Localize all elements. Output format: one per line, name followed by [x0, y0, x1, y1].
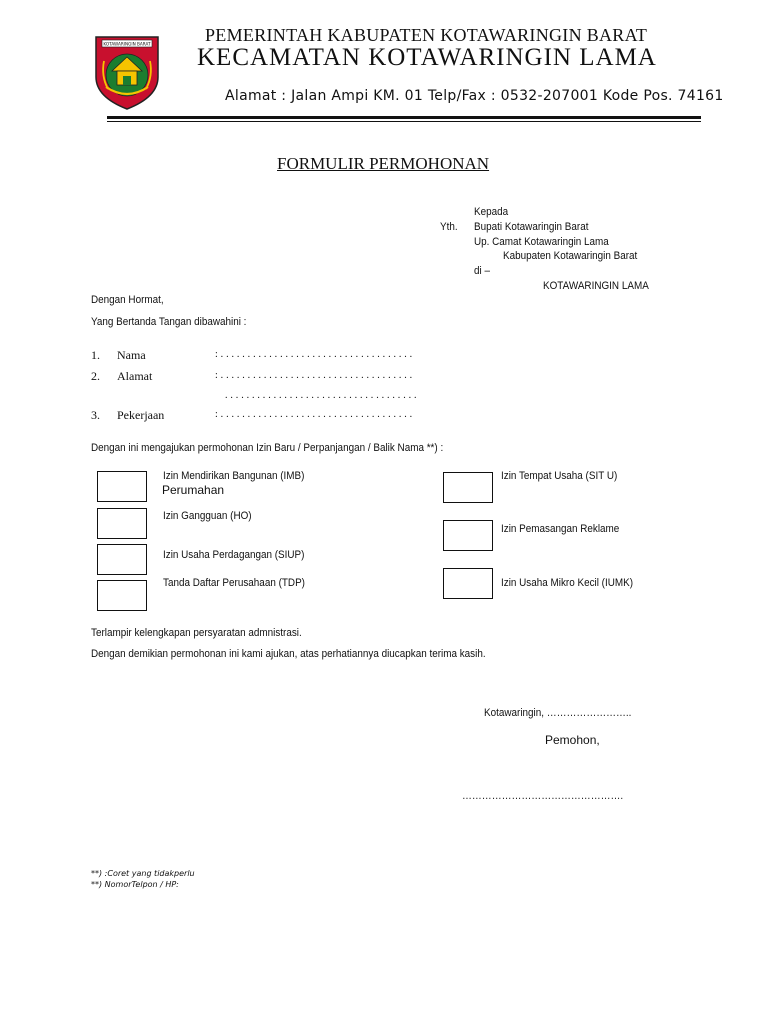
checkbox-iumk[interactable] [443, 568, 493, 599]
regency-emblem-logo [92, 31, 162, 111]
letterhead-divider-thick [107, 116, 701, 119]
permit-siup-label: Izin Usaha Perdagangan (SIUP) [163, 549, 305, 561]
letterhead-divider-thin [107, 121, 701, 122]
footnote-phone: **) NomorTelpon / HP: [91, 880, 179, 889]
district-name: KECAMATAN KOTAWARINGIN LAMA [197, 44, 657, 71]
office-address: Alamat : Jalan Ampi KM. 01 Telp/Fax : 0532-207001 Kode Pos. 74161 [225, 88, 724, 104]
checkbox-ho[interactable] [97, 508, 147, 539]
field-nama-blank[interactable]: : . . . . . . . . . . . . . . . . . . . . . . . . . . . . . . . . . . . . [215, 349, 413, 360]
recipient-line-5: KOTAWARINGIN LAMA [543, 280, 649, 292]
permit-ho-label: Izin Gangguan (HO) [163, 510, 252, 522]
permit-imb-sub: Perumahan [162, 483, 225, 497]
attachment-note: Terlampir kelengkapan persyaratan admnistrasi. [91, 627, 302, 639]
permit-situ-label: Izin Tempat Usaha (SIT U) [501, 470, 618, 482]
government-name: PEMERINTAH KABUPATEN KOTAWARINGIN BARAT [205, 25, 648, 45]
form-title: FORMULIR PERMOHONAN [277, 154, 490, 173]
recipient-line-3: Kabupaten Kotawaringin Barat [503, 250, 638, 262]
field-pekerjaan-number: 3. [91, 408, 100, 422]
signature-place-date[interactable]: Kotawaringin, …………………….. [484, 707, 632, 719]
recipient-line-1: Bupati Kotawaringin Barat [474, 221, 589, 233]
recipient-line-2: Up. Camat Kotawaringin Lama [474, 236, 609, 248]
recipient-kepada: Kepada [474, 206, 509, 218]
field-alamat-label: Alamat [117, 369, 153, 383]
logo-text: KOTAWARINGIN BARAT [103, 41, 151, 47]
field-alamat-blank-2[interactable]: . . . . . . . . . . . . . . . . . . . . . . . . . . . . . . . . . . . . [225, 390, 417, 401]
field-nama-label: Nama [117, 348, 146, 362]
signature-applicant-label: Pemohon, [545, 733, 600, 747]
recipient-line-4: di – [474, 265, 490, 277]
checkbox-tdp[interactable] [97, 580, 147, 611]
permit-tdp-label: Tanda Daftar Perusahaan (TDP) [163, 577, 305, 589]
request-line: Dengan ini mengajukan permohonan Izin Baru / Perpanjangan / Balik Nama **) : [91, 442, 444, 454]
field-nama-number: 1. [91, 348, 100, 362]
field-alamat-blank[interactable]: : . . . . . . . . . . . . . . . . . . . . . . . . . . . . . . . . . . . . [215, 370, 413, 381]
field-alamat-number: 2. [91, 369, 100, 383]
checkbox-imb[interactable] [97, 471, 147, 502]
recipient-yth: Yth. [440, 221, 458, 233]
intro-line: Yang Bertanda Tangan dibawahini : [91, 316, 247, 328]
closing-statement: Dengan demikian permohonan ini kami ajukan, atas perhatiannya diucapkan terima kasih. [91, 648, 486, 660]
permit-iumk-label: Izin Usaha Mikro Kecil (IUMK) [501, 577, 634, 589]
field-pekerjaan-label: Pekerjaan [117, 408, 165, 422]
signature-line[interactable]: …………………………………………. [462, 790, 624, 802]
checkbox-siup[interactable] [97, 544, 147, 575]
permit-imb-label: Izin Mendirikan Bangunan (IMB) [163, 470, 305, 482]
field-pekerjaan-blank[interactable]: : . . . . . . . . . . . . . . . . . . . . . . . . . . . . . . . . . . . . [215, 409, 413, 420]
checkbox-reklame[interactable] [443, 520, 493, 551]
permit-reklame-label: Izin Pemasangan Reklame [501, 523, 620, 535]
footnote-strike: **) :Coret yang tidakperlu [91, 869, 195, 878]
greeting: Dengan Hormat, [91, 294, 164, 306]
checkbox-situ[interactable] [443, 472, 493, 503]
